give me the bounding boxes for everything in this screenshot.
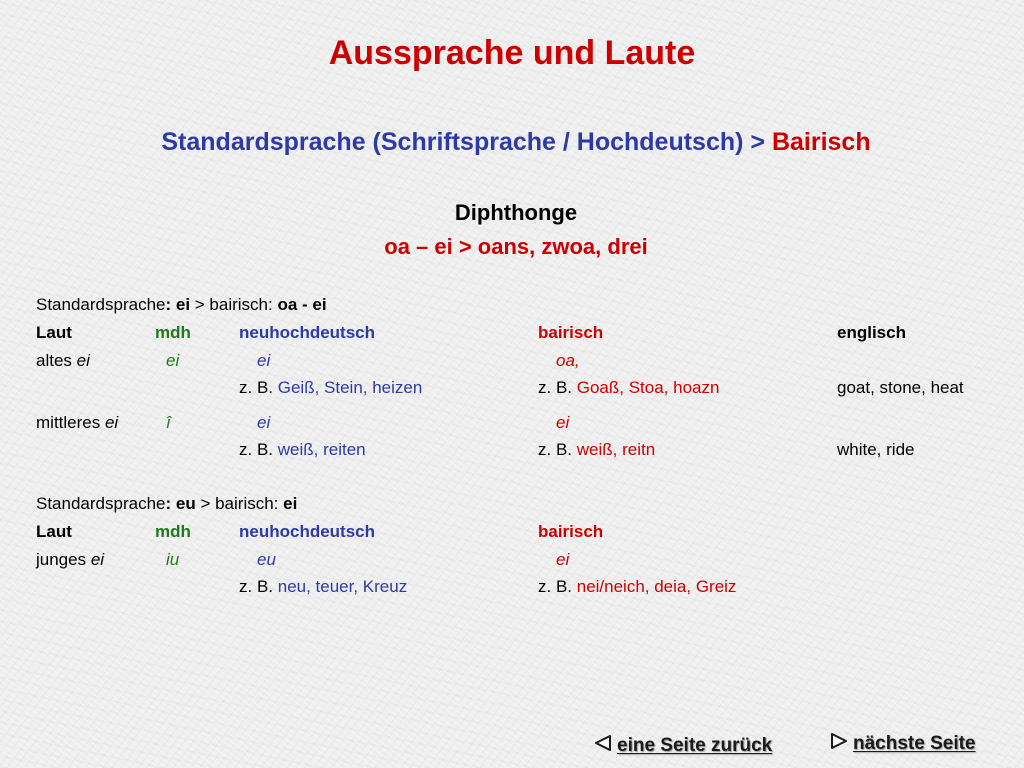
header-neuhochdeutsch: neuhochdeutsch [239, 522, 376, 541]
row-nhd: ei [257, 413, 271, 432]
example-bairisch-words: Goaß, Stoa, hoazn [576, 378, 720, 397]
intro-arrow-text: > bairisch: [195, 494, 284, 513]
example-prefix: z. B. [239, 577, 278, 596]
laut-sound: ei [76, 351, 90, 370]
example-prefix: z. B. [538, 440, 577, 459]
block2-intro [36, 494, 297, 514]
page-subtitle [0, 128, 1024, 157]
laut-sound: ei [90, 550, 105, 569]
row-bairisch: ei [556, 413, 570, 432]
example-bairisch [538, 577, 736, 597]
example-bairisch-words: nei/neich, deia, Greiz [576, 577, 737, 596]
intro-label: Standardsprache [36, 494, 166, 513]
header-bairisch: bairisch [538, 323, 604, 342]
row-mdh: ei [166, 351, 180, 370]
row-mdh: iu [166, 550, 180, 569]
row-laut [36, 550, 104, 570]
example-prefix: z. B. [239, 440, 278, 459]
row-mdh: î [166, 413, 171, 432]
row-bairisch: oa, [556, 351, 580, 370]
example-englisch: white, ride [837, 440, 915, 459]
example-nhd-words: Geiß, Stein, heizen [277, 378, 423, 397]
example-bairisch [538, 378, 719, 398]
header-bairisch: bairisch [538, 522, 604, 541]
header-mdh: mdh [155, 323, 191, 342]
subtitle-bairisch: Bairisch [771, 128, 871, 156]
example-nhd [239, 440, 366, 460]
laut-prefix: mittleres [36, 413, 105, 432]
block1-intro [36, 295, 327, 315]
example-nhd-words: neu, teuer, Kreuz [277, 577, 408, 596]
page-title: Aussprache und Laute [328, 34, 696, 72]
example-prefix: z. B. [538, 378, 577, 397]
laut-prefix: junges [36, 550, 91, 569]
section-title: Diphthonge [454, 200, 578, 225]
example-prefix: z. B. [239, 378, 278, 397]
row-nhd: ei [257, 351, 271, 370]
next-page-label[interactable]: nächste Seite [853, 733, 976, 755]
header-laut: Laut [36, 522, 72, 541]
intro-bairisch-sound: oa - ei [277, 295, 327, 314]
example-nhd-words: weiß, reiten [277, 440, 366, 459]
example-prefix: z. B. [538, 577, 577, 596]
header-englisch: englisch [837, 323, 906, 342]
intro-label: Standardsprache [36, 295, 166, 314]
row-laut [36, 413, 118, 433]
intro-bairisch-sound: ei [283, 494, 298, 513]
example-bairisch [538, 440, 655, 460]
header-mdh: mdh [155, 522, 191, 541]
triangle-right-icon [830, 732, 848, 756]
section-subtitle: oa – ei > oans, zwoa, drei [384, 234, 648, 259]
intro-standard-sound: : ei [165, 295, 191, 314]
triangle-left-icon [594, 734, 612, 758]
header-laut: Laut [36, 323, 72, 342]
subtitle-standard: Standardsprache (Schriftsprache / Hochdeutsch) > [161, 128, 772, 156]
laut-prefix: altes [36, 351, 77, 370]
intro-standard-sound: : eu [165, 494, 196, 513]
example-englisch: goat, stone, heat [837, 378, 964, 397]
intro-arrow-text: > bairisch: [190, 295, 278, 314]
next-page-link[interactable] [830, 732, 976, 756]
row-bairisch: ei [556, 550, 570, 569]
row-nhd: eu [257, 550, 276, 569]
prev-page-label[interactable]: eine Seite zurück [617, 735, 773, 757]
example-nhd [239, 577, 407, 597]
example-bairisch-words: weiß, reitn [576, 440, 656, 459]
example-nhd [239, 378, 422, 398]
row-laut [36, 351, 90, 371]
header-neuhochdeutsch: neuhochdeutsch [239, 323, 376, 342]
prev-page-link[interactable] [594, 734, 772, 758]
laut-sound: ei [104, 413, 119, 432]
